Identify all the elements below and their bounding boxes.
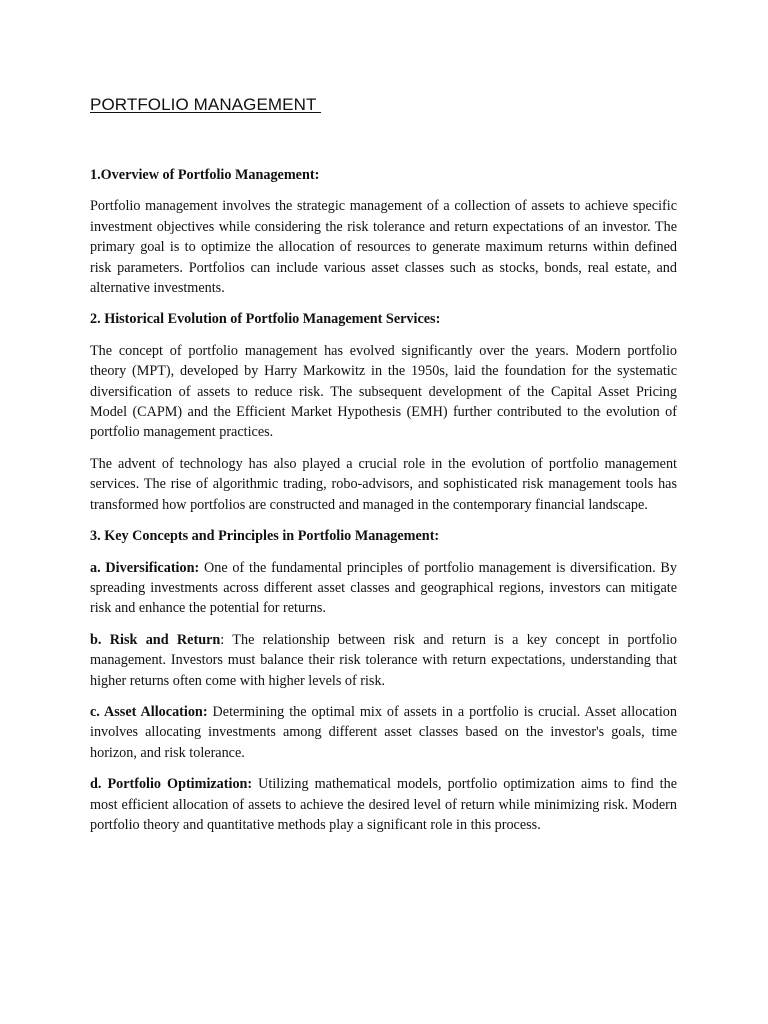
paragraph-history-1: The concept of portfolio management has evolved significantly over the years. Modern portfolio theory (MPT), developed by Harry Markowitz in the 1950s, laid the foundation for the systematic diversification of assets to reduce risk. The subsequent development of the Capital Asset Pricing Model (CAPM) and the Efficient Market Hypothesis (EMH) further contributed to the evolution of portfolio management practices. — [90, 342, 677, 441]
concept-text: Determining the optimal mix of assets in a portfolio is crucial. Asset allocation involves allocating investments among different asset classes based on the investor's goals, time horizon, and risk tolerance. — [90, 703, 677, 761]
section-heading-overview: 1.Overview of Portfolio Management: — [90, 167, 320, 183]
concept-term: b. Risk and Return — [90, 631, 221, 648]
concept-term: a. Diversification: — [90, 559, 200, 576]
concept-item-portfolio-optimization — [90, 774, 677, 835]
document-body — [90, 165, 677, 846]
concept-item-risk-return — [90, 630, 677, 691]
paragraph-history-2: The advent of technology has also played a crucial role in the evolution of portfolio management services. The rise of algorithmic trading, robo-advisors, and sophisticated risk management tools has transformed how portfolios are constructed and managed in the contemporary financial landscape. — [90, 455, 677, 513]
section-heading-concepts: 3. Key Concepts and Principles in Portfolio Management: — [90, 528, 440, 545]
concept-item-diversification — [90, 558, 677, 619]
section-heading-history: 2. Historical Evolution of Portfolio Management Services: — [90, 311, 441, 328]
concept-text: One of the fundamental principles of portfolio management is diversification. By spreading investments across different asset classes and geographical regions, investors can mitigate risk and enhance the potential for returns. — [90, 559, 677, 617]
concept-term: c. Asset Allocation: — [90, 703, 208, 720]
paragraph-overview: Portfolio management involves the strategic management of a collection of assets to achieve specific investment objectives while considering the risk tolerance and return expectations of an investor. The primary goal is to optimize the allocation of resources to generate maximum returns within defined risk parameters. Portfolios can include various asset classes such as stocks, bonds, real estate, and alternative investments. — [90, 198, 677, 297]
concept-term: d. Portfolio Optimization: — [90, 776, 253, 793]
concept-text: Utilizing mathematical models, portfolio optimization aims to find the most efficient allocation of assets to achieve the desired level of return while minimizing risk. Modern portfolio theory and quantitative methods play a significant role in this process. — [90, 776, 677, 833]
concept-text: : The relationship between risk and return is a key concept in portfolio management. Investors must balance their risk tolerance with return expectations, understanding that higher returns often come with higher levels of risk. — [90, 631, 677, 689]
concept-item-asset-allocation — [90, 702, 677, 763]
document-title: PORTFOLIO MANAGEMENT — [90, 95, 322, 114]
